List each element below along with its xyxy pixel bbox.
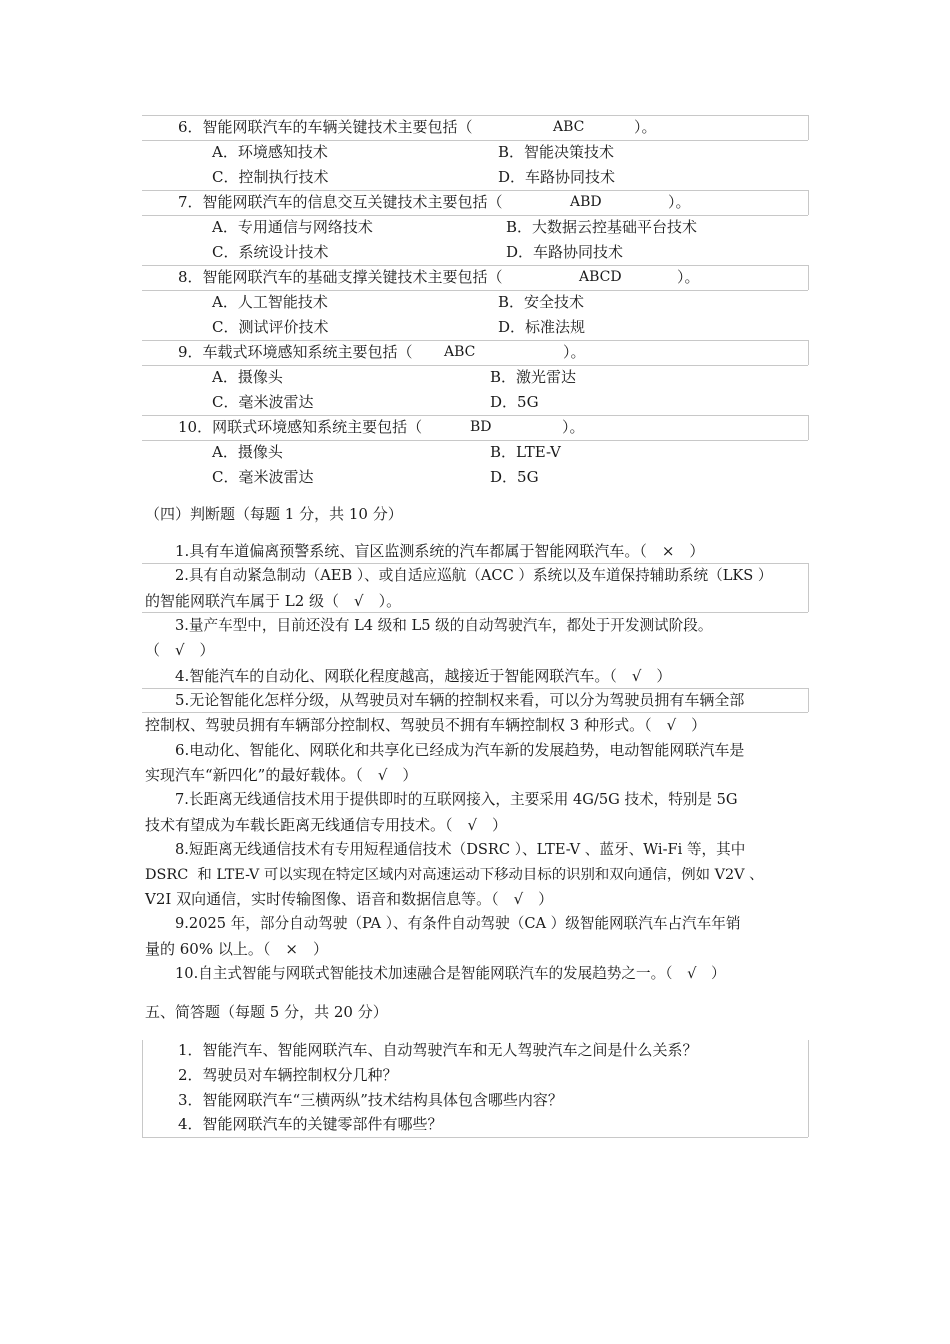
answer-value: BD <box>470 419 492 435</box>
question-stem: 8．智能网联汽车的基础支撑关键技术主要包括（ <box>178 268 503 286</box>
judgment-line: 实现汽车“新四化”的最好载体。（ √ ） <box>145 766 418 784</box>
judgment-line: 量的 60% 以上。（ × ） <box>145 940 328 958</box>
table-rule <box>142 290 808 291</box>
table-rule <box>808 340 809 365</box>
option-a: A．人工智能技术 <box>212 293 328 311</box>
option-a: A．摄像头 <box>212 368 283 386</box>
table-rule <box>142 115 808 116</box>
judgment-line: （ √ ） <box>145 641 215 659</box>
section-heading: （四）判断题（每题 1 分，共 10 分） <box>145 505 403 523</box>
option-b: B．激光雷达 <box>490 368 577 386</box>
table-rule <box>808 563 809 612</box>
question-stem: 9．车载式环境感知系统主要包括（ <box>178 343 413 361</box>
judgment-line: 7.长距离无线通信技术用于提供即时的互联网接入，主要采用 4G/5G 技术，特别是 5G <box>175 791 738 808</box>
option-d: D．5G <box>490 393 539 411</box>
question-close: ）。 <box>668 193 691 211</box>
table-rule <box>808 688 809 712</box>
table-rule <box>142 1137 808 1138</box>
option-a: A．摄像头 <box>212 443 283 461</box>
option-c: C．测试评价技术 <box>212 318 329 336</box>
option-d: D．标准法规 <box>498 318 586 336</box>
option-b: B．LTE-V <box>490 443 561 461</box>
judgment-line: 6.电动化、智能化、网联化和共享化已经成为汽车新的发展趋势，电动智能网联汽车是 <box>175 741 745 759</box>
table-rule <box>808 190 809 215</box>
table-rule <box>142 440 808 441</box>
question-stem: 6．智能网联汽车的车辆关键技术主要包括（ <box>178 118 473 136</box>
section-heading: 五、简答题（每题 5 分，共 20 分） <box>145 1003 388 1021</box>
judgment-line: 1.具有车道偏离预警系统、盲区监测系统的汽车都属于智能网联汽车。（ × ） <box>175 542 705 560</box>
question-close: ）。 <box>677 268 700 286</box>
option-a: A．专用通信与网络技术 <box>212 218 373 236</box>
judgment-line: 控制权、驾驶员拥有车辆部分控制权、驾驶员不拥有车辆控制权 3 种形式。（ √ ） <box>145 716 707 734</box>
answer-value: ABC <box>444 344 476 360</box>
judgment-line: V2I 双向通信，实时传输图像、语音和数据信息等。（ √ ） <box>145 890 554 908</box>
option-c: C．控制执行技术 <box>212 168 329 186</box>
option-b: B．大数据云控基础平台技术 <box>506 218 698 236</box>
judgment-line: 的智能网联汽车属于 L2 级（ √ ）。 <box>145 592 402 610</box>
table-rule <box>808 115 809 140</box>
judgment-line: 9.2025 年，部分自动驾驶（PA ）、有条件自动驾驶（CA ）级智能网联汽车占汽车年销 <box>175 915 741 932</box>
table-rule <box>808 1040 809 1137</box>
judgment-line: 10.自主式智能与网联式智能技术加速融合是智能网联汽车的发展趋势之一。（ √ ） <box>175 965 726 982</box>
judgment-line: 2.具有自动紧急制动（AEB ）、或自适应巡航（ACC ）系统以及车道保持辅助系统（LKS ） <box>175 567 773 584</box>
question-close: ）。 <box>562 418 585 436</box>
option-d: D．车路协同技术 <box>506 243 624 261</box>
table-rule <box>808 265 809 290</box>
option-b: B．安全技术 <box>498 293 585 311</box>
short-question: 4．智能网联汽车的关键零部件有哪些？ <box>178 1115 443 1133</box>
option-b: B．智能决策技术 <box>498 143 615 161</box>
table-rule <box>142 563 808 564</box>
option-c: C．系统设计技术 <box>212 243 329 261</box>
table-rule <box>142 190 808 191</box>
option-c: C．毫米波雷达 <box>212 393 314 411</box>
answer-value: ABCD <box>579 269 622 285</box>
answer-value: ABD <box>570 194 602 210</box>
question-close: ）。 <box>563 343 586 361</box>
short-question: 3．智能网联汽车“三横两纵”技术结构具体包含哪些内容？ <box>178 1091 563 1109</box>
short-question: 1．智能汽车、智能网联汽车、自动驾驶汽车和无人驾驶汽车之间是什么关系？ <box>178 1041 698 1059</box>
question-stem: 10．网联式环境感知系统主要包括（ <box>178 418 423 436</box>
option-c: C．毫米波雷达 <box>212 468 314 486</box>
answer-value: ABC <box>553 119 585 135</box>
judgment-line: 3.量产车型中，目前还没有 L4 级和 L5 级的自动驾驶汽车，都处于开发测试阶段。 <box>175 617 713 634</box>
option-d: D．车路协同技术 <box>498 168 616 186</box>
short-question: 2．驾驶员对车辆控制权分几种？ <box>178 1066 398 1084</box>
table-rule <box>142 1040 143 1137</box>
table-rule <box>142 612 808 613</box>
judgment-line: 8.短距离无线通信技术有专用短程通信技术（DSRC ）、LTE-V 、蓝牙、Wi-Fi 等，其中 <box>175 841 746 858</box>
judgment-line: 5.无论智能化怎样分级，从驾驶员对车辆的控制权来看，可以分为驾驶员拥有车辆全部 <box>175 691 745 709</box>
table-rule <box>142 365 808 366</box>
table-rule <box>142 215 808 216</box>
judgment-line: 技术有望成为车载长距离无线通信专用技术。（ √ ） <box>145 816 508 834</box>
judgment-line: DSRC 和 LTE-V 可以实现在特定区域内对高速运动下移动目标的识别和双向通信，例如 V2V 、 <box>145 867 764 883</box>
table-rule <box>142 140 808 141</box>
table-rule <box>142 340 808 341</box>
option-a: A．环境感知技术 <box>212 143 328 161</box>
table-rule <box>142 415 808 416</box>
table-rule <box>142 688 808 689</box>
question-close: ）。 <box>634 118 657 136</box>
question-stem: 7．智能网联汽车的信息交互关键技术主要包括（ <box>178 193 503 211</box>
table-rule <box>808 415 809 440</box>
table-rule <box>142 265 808 266</box>
table-rule <box>142 712 808 713</box>
option-d: D．5G <box>490 468 539 486</box>
judgment-line: 4.智能汽车的自动化、网联化程度越高，越接近于智能网联汽车。（ √ ） <box>175 667 672 685</box>
